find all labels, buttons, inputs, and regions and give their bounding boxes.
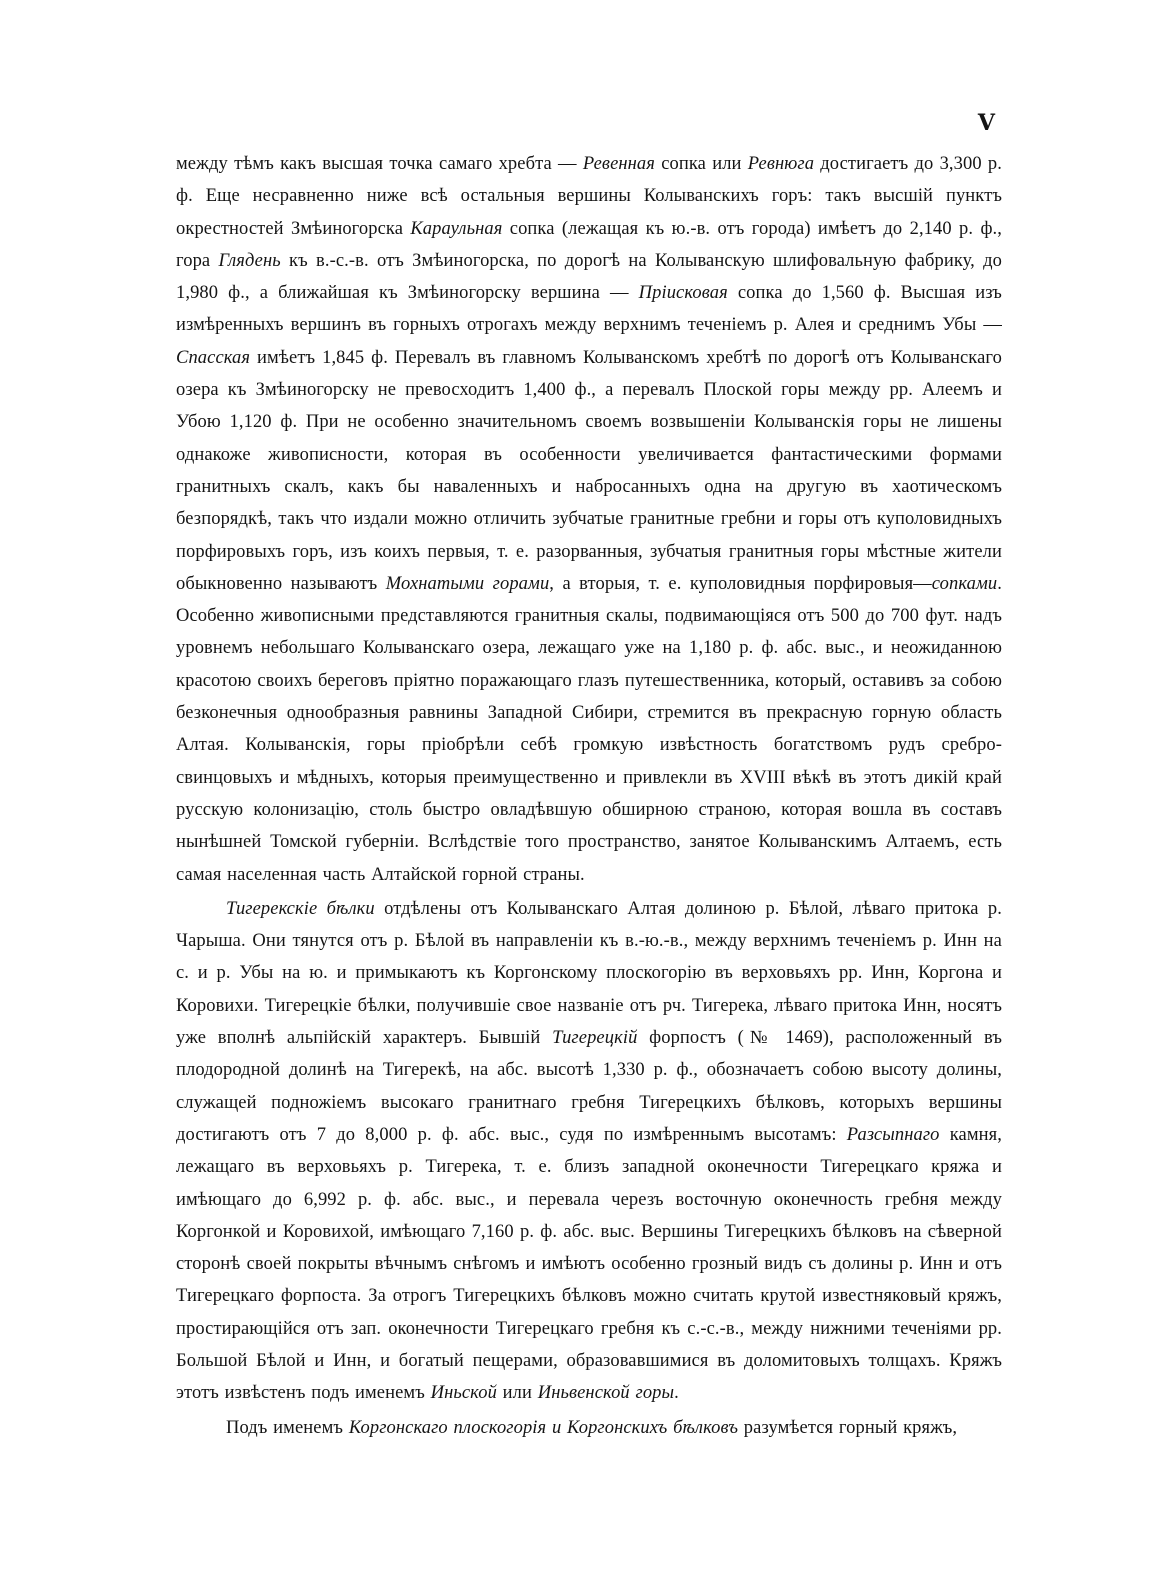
text-run: . [674,1383,679,1404]
italic-term: Караульная [410,218,503,239]
body-text [176,148,1002,1444]
italic-term: Коргонскаго плоскогорія и Коргонскихъ бѣлковъ [348,1417,739,1438]
italic-term: Мохнатыми горами [385,573,550,594]
italic-term: сопками [931,573,998,594]
text-run: отдѣлены отъ Колыванскаго Алтая долиною р. Бѣлой, лѣваго притока р. Чарыша. Они тянутся отъ р. Бѣлой въ направленіи къ в.-ю.-в., между верхнимъ теченіемъ р. Инн на с. и р. Убы на ю. и примыкаютъ къ Коргонскому плоскогорію въ верховьяхъ рр. Инн, Коргона и Коровихи. Тигерецкіе бѣлки, получившіе свое названіе отъ рч. Тигерека, лѣваго притока Инн, носятъ уже вполнѣ альпійскій характеръ. Бывшій [176,898,1003,1049]
text-run: сопка до 1,560 ф. Высшая изъ измѣренныхъ вершинъ въ горныхъ отрогахъ между верхнимъ теченіемъ р. Алея и среднимъ Убы — [176,283,1002,336]
italic-term: Ревнюга [747,154,815,174]
italic-term: Спасская [176,347,251,368]
text-run: сопка (лежащая къ ю.-в. отъ города) имѣетъ до 2,140 р. ф., гора [176,218,1003,271]
paragraph-kolyvan-continuation [176,148,1002,891]
text-run: , а вторыя, т. е. куполовидныя порфировыя— [549,573,932,594]
text-run: разумѣется горный кряжъ, [738,1417,958,1438]
italic-term: Иньвенской горы [537,1383,675,1404]
paragraph-tigerek-belki [176,893,1002,1410]
text-run: или [496,1383,538,1404]
text-run: сопка или [654,154,748,174]
italic-term: Ревенная [582,154,655,174]
italic-term: Разсыпнаго [846,1124,940,1145]
text-run: камня, лежащаго въ верховьяхъ р. Тигерека, т. е. близъ западной оконечности Тигерецкаго кряжа и имѣющаго до 6,992 р. ф. абс. выс., и перевала черезъ восточную оконечность гребня между Коргонкой и Коровихой, имѣющаго 7,160 р. ф. абс. выс. Вершины Тигерецкихъ бѣлковъ на сѣверной сторонѣ своей покрыты вѣчнымъ снѣгомъ и имѣютъ особенно грозный видъ съ долины р. Инн и отъ Тигерецкаго форпоста. За отрогъ Тигерецкихъ бѣлковъ можно считать крутой известняковый кряжъ, простирающійся отъ зап. оконечности Тигерецкаго гребня къ с.-с.-в., между нижними теченіями рр. Большой Бѣлой и Инн, и богатый пещерами, образовавшимися въ доломитовыхъ толщахъ. Кряжъ этотъ извѣстенъ подъ именемъ [176,1124,1002,1404]
text-run: къ в.-с.-в. отъ Змѣиногорска, по дорогѣ на Колыванскую шлифовальную фабрику, до 1,980 ф., а ближайшая къ Змѣиногорску вершина — [176,250,1002,304]
paragraph-korgon-plateau [176,1412,1002,1444]
text-run: имѣетъ 1,845 ф. Перевалъ въ главномъ Колыванскомъ хребтѣ по дорогѣ отъ Колыванскаго озера къ Змѣиногорску не превосходитъ 1,400 ф., а перевалъ Плоской горы между рр. Алеемъ и Убою 1,120 ф. При не особенно значительномъ своемъ возвышеніи Колыванскія горы не лишены однакоже живописности, которая въ особенности увеличивается фантастическими формами гранитныхъ скалъ, какъ бы наваленныхъ и набросанныхъ одна на другую въ хаотическомъ безпорядкѣ, такъ что издали можно отличить зубчатые гранитные гребни и горы отъ куполовидныхъ порфировыхъ горъ, изъ коихъ первыя, т. е. разорванныя, зубчатыя гранитныя горы мѣстные жители обыкновенно называютъ [176,347,1002,594]
text-run: достигаетъ до 3,300 р. ф. Еще несравненно ниже всѣ остальныя вершины Колыванскихъ горъ: такъ высшій пунктъ окрестностей Змѣиногорска [176,154,1002,239]
text-run: между тѣмъ какъ высшая точка самаго хребта — [176,154,583,174]
italic-term: Глядень [218,250,281,271]
text-run: . Особенно живописными представляются гранитныя скалы, подвимающіяся отъ 500 до 700 фут. надъ уровнемъ небольшаго Колыванскаго озера, лежащаго уже на 1,180 р. ф. абс. выс., и неожиданною красотою своихъ береговъ пріятно поражающаго глазъ путешественника, который, оставивъ за собою безконечныя однообразныя равнины Западной Сибири, стремится въ прекрасную горную область Алтая. Колыванскія, горы пріобрѣли себѣ громкую извѣстность богатствомъ рудъ сребро-свинцовыхъ и мѣдныхъ, которыя преимущественно и привлекли въ XVIII вѣкѣ въ этотъ дикій край русскую колонизацію, столь быстро овладѣвшую обширною страною, которая вошла въ составъ нынѣшней Томской губерніи. Вслѣдствіе того пространство, занятое Колыванскимъ Алтаемъ, есть самая населенная часть Алтайской горной страны. [176,573,1002,885]
italic-term: Тигерекскіе бѣлки [226,898,375,919]
text-run: Подъ именемъ [226,1417,349,1438]
page-number: V [977,110,995,136]
italic-term: Пріисковая [638,283,728,304]
italic-term: Иньской [430,1383,497,1404]
text-run: форпостъ (№ 1469), расположенный въ плодородной долинѣ на Тигерекѣ, на абс. высотѣ 1,330 р. ф., обозначаетъ собою высоту долины, служащей подножіемъ высокаго гранитнаго гребня Тигерецкихъ бѣлковъ, которыхъ вершины достигаютъ отъ 7 до 8,000 р. ф. абс. выс., судя по измѣреннымъ высотамъ: [176,1028,1002,1145]
italic-term: Тигерецкій [552,1028,638,1049]
